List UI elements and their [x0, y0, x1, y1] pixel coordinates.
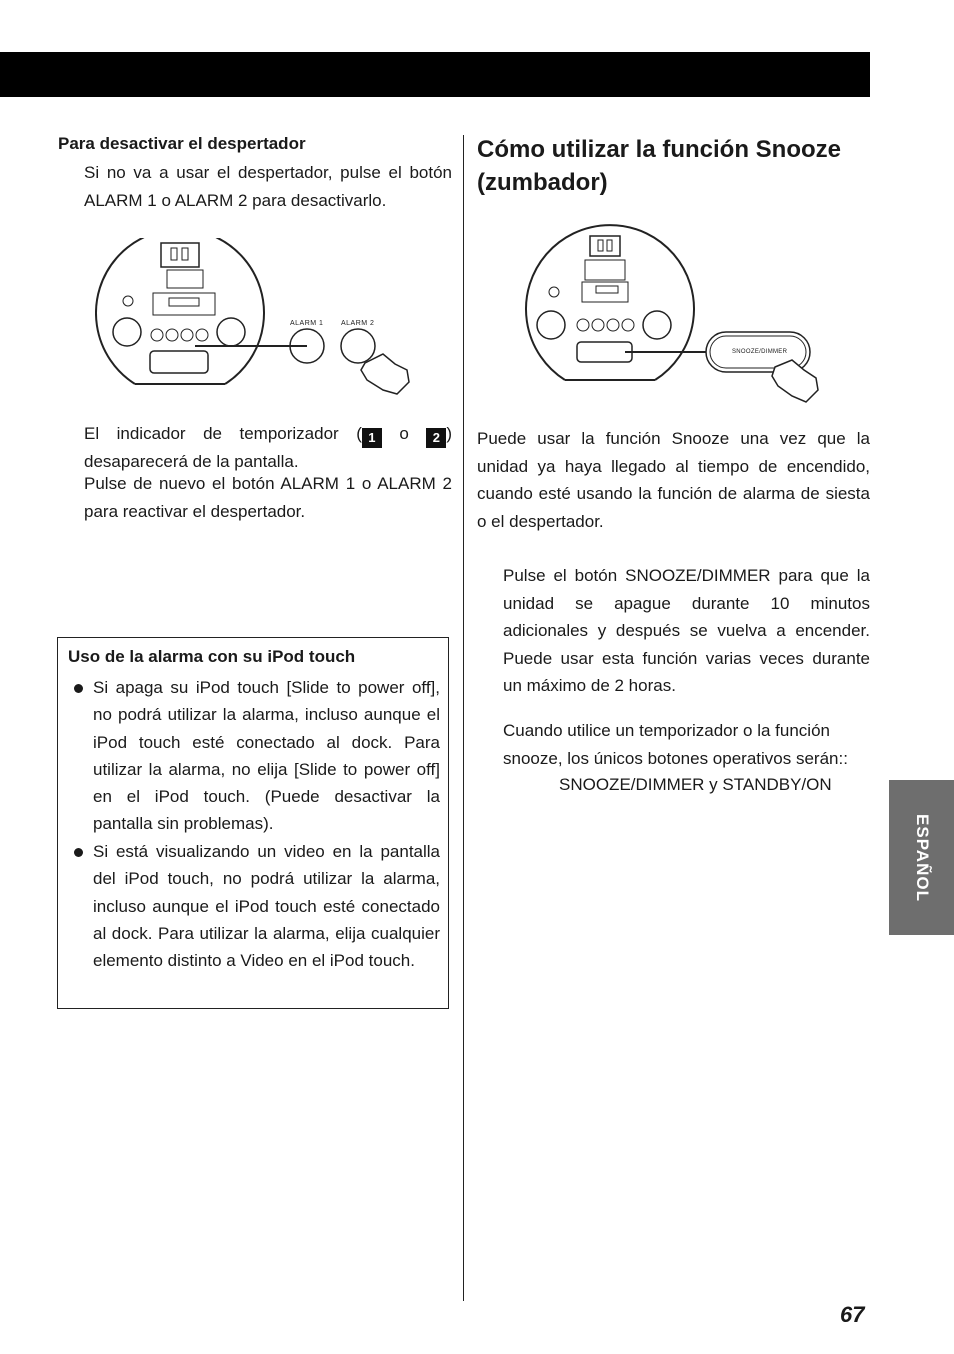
indicator-paragraph — [84, 420, 452, 476]
note-bullet — [72, 838, 440, 974]
device-illustration-snooze — [520, 222, 830, 407]
note-bullet — [72, 674, 440, 838]
bullet-dot — [74, 848, 83, 857]
intro-paragraph: Si no va a usar el despertador, pulse el botón ALARM 1 o ALARM 2 para desactivarlo. — [84, 163, 452, 210]
snooze-intro-paragraph: Puede usar la función Snooze una vez que la unidad ya haya llegado al tiempo de encendido, cuando esté usando la función de alarma de siesta o el despertador. — [477, 429, 870, 531]
language-tab-label: ESPAÑOL — [912, 813, 932, 902]
bullet-dot — [74, 684, 83, 693]
note-title: Uso de la alarma con su iPod touch — [68, 647, 356, 666]
indicator-text-end: ) desaparecerá de la pantalla. — [84, 424, 452, 471]
header-bar — [0, 52, 870, 97]
subheading-disable-alarm: Para desactivar el despertador — [58, 134, 306, 153]
column-divider — [463, 135, 464, 1301]
operative-buttons-list: SNOOZE/DIMMER y STANDBY/ON — [559, 775, 832, 794]
timer1-icon: 1 — [362, 428, 382, 448]
alarm1-label: ALARM 1 — [290, 320, 324, 327]
section-heading: Cómo utilizar la función Snooze (zumbador) — [477, 136, 842, 196]
reactivate-paragraph: Pulse de nuevo el botón ALARM 1 o ALARM 2 para reactivar el despertador. — [84, 474, 452, 521]
alarm2-label: ALARM 2 — [341, 320, 375, 327]
note-bullet-text: Si está visualizando un video en la pantalla del iPod touch, no podrá utilizar la alarma, incluso aunque el iPod touch esté conectado al dock. Para utilizar la alarma, elija cualquier elemento distinto a Video en el iPod touch. — [93, 842, 440, 971]
note-box — [57, 637, 449, 1009]
snooze-press-paragraph: Pulse el botón SNOOZE/DIMMER para que la unidad se apague durante 10 minutos adicionales y después se vuelva a encender. Puede usar esta función varias veces durante un máximo de 2 horas. — [503, 566, 870, 695]
indicator-text-or: o — [399, 424, 409, 443]
operative-buttons-paragraph: Cuando utilice un temporizador o la función snooze, los únicos botones operativos serán:: — [503, 721, 848, 768]
note-bullet-text: Si apaga su iPod touch [Slide to power off], no podrá utilizar la alarma, incluso aunque el iPod touch esté conectado al dock. Para utilizar la alarma, no elija [Slide to power off] en el iPod touch. (Puede desactivar la pantalla sin problemas). — [93, 678, 440, 834]
indicator-text-start: El indicador de temporizador ( — [84, 424, 362, 443]
language-tab — [889, 780, 954, 935]
page-number: 67 — [840, 1302, 865, 1327]
snooze-dimmer-label: SNOOZE/DIMMER — [732, 349, 788, 355]
timer2-icon: 2 — [426, 428, 446, 448]
